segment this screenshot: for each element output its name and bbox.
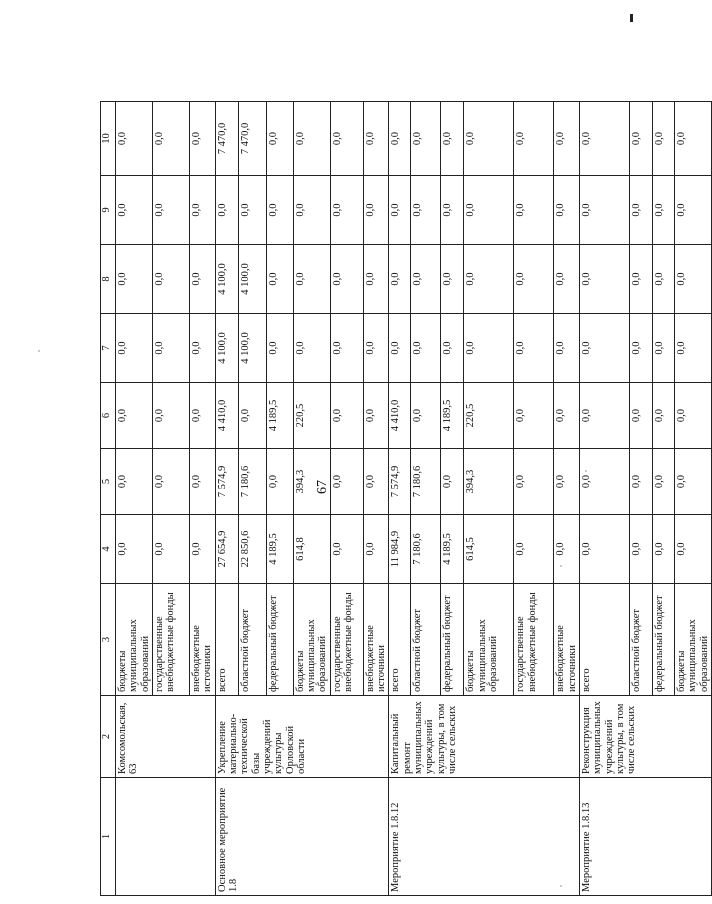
header-cell: 5 (101, 449, 116, 515)
value-cell: 0,0 (674, 176, 711, 245)
funding-source-cell: государственные внебюджетные фонды (330, 584, 363, 696)
funding-source-cell: внебюджетные источники (189, 584, 215, 696)
value-cell: 220,5 (293, 383, 330, 449)
value-cell: 0,0 (330, 515, 363, 584)
value-cell: 0,0 (652, 102, 674, 176)
value-cell: 0,0 (293, 176, 330, 245)
activity-code-cell: Мероприятие 1.8.13 (579, 778, 711, 896)
value-cell: 0,0 (464, 314, 514, 383)
value-cell: 0,0 (629, 102, 652, 176)
activity-name-cell: Капитальный ремонт муниципальных учреждений культуры, в том числе сельских (389, 696, 580, 778)
value-cell: 0,0 (554, 176, 580, 245)
funding-source-cell: областной бюджет (238, 584, 266, 696)
table-row (389, 102, 411, 896)
value-cell: 0,0 (579, 449, 629, 515)
funding-source-cell: бюджеты муниципальных образований (293, 584, 330, 696)
value-cell: 4 100,0 (215, 245, 238, 314)
value-cell: 0,0 (116, 515, 153, 584)
value-cell: 0,0 (152, 383, 189, 449)
value-cell: 0,0 (411, 383, 441, 449)
value-cell: 0,0 (579, 314, 629, 383)
value-cell: 4 189,5 (441, 383, 464, 449)
table-row (116, 102, 153, 896)
value-cell: 0,0 (116, 314, 153, 383)
value-cell: 0,0 (152, 176, 189, 245)
value-cell: 394,3 (464, 449, 514, 515)
value-cell: 4 189,5 (266, 515, 293, 584)
funding-source-cell: бюджеты муниципальных образований (674, 584, 711, 696)
value-cell: 0,0 (441, 102, 464, 176)
value-cell: 0,0 (579, 383, 629, 449)
value-cell: 0,0 (674, 314, 711, 383)
value-cell: 0,0 (266, 102, 293, 176)
value-cell: 0,0 (554, 245, 580, 314)
value-cell: 0,0 (441, 176, 464, 245)
value-cell: 0,0 (652, 515, 674, 584)
value-cell: 0,0 (189, 176, 215, 245)
value-cell: 0,0 (266, 449, 293, 515)
value-cell: 0,0 (189, 449, 215, 515)
value-cell: 4 100,0 (238, 245, 266, 314)
funding-source-cell: внебюджетные источники (554, 584, 580, 696)
value-cell: 0,0 (514, 383, 554, 449)
value-cell: 0,0 (293, 314, 330, 383)
value-cell: 0,0 (116, 102, 153, 176)
value-cell: 0,0 (674, 383, 711, 449)
value-cell: 7 180,6 (238, 449, 266, 515)
value-cell: 4 100,0 (215, 314, 238, 383)
value-cell: 0,0 (514, 245, 554, 314)
value-cell: 7 470,0 (215, 102, 238, 176)
value-cell: 0,0 (116, 176, 153, 245)
value-cell: 0,0 (330, 383, 363, 449)
value-cell: 0,0 (652, 383, 674, 449)
activity-name-cell: Реконструкция муниципальных учреждений культуры, в том числе сельских (579, 696, 711, 778)
activity-name-cell: Комсомольская, 63 (116, 696, 216, 778)
value-cell: 0,0 (330, 314, 363, 383)
value-cell: 7 574,9 (389, 449, 411, 515)
value-cell: 0,0 (152, 515, 189, 584)
value-cell: 0,0 (116, 449, 153, 515)
value-cell: 0,0 (554, 102, 580, 176)
funding-source-cell: государственные внебюджетные фонды (514, 584, 554, 696)
value-cell: 0,0 (116, 245, 153, 314)
value-cell: 0,0 (293, 245, 330, 314)
value-cell: 0,0 (389, 102, 411, 176)
funding-source-cell: федеральный бюджет (266, 584, 293, 696)
funding-source-cell: всего (215, 584, 238, 696)
header-cell: 1 (101, 778, 116, 896)
value-cell: 7 470,0 (238, 102, 266, 176)
value-cell: 0,0 (579, 102, 629, 176)
value-cell: 0,0 (629, 176, 652, 245)
value-cell: 0,0 (238, 383, 266, 449)
value-cell: 4 189,5 (266, 383, 293, 449)
funding-source-cell: государственные внебюджетные фонды (152, 584, 189, 696)
value-cell: 0,0 (266, 245, 293, 314)
value-cell: 0,0 (152, 314, 189, 383)
funding-source-cell: всего (579, 584, 629, 696)
rotated-table-wrapper (100, 102, 710, 896)
header-row (101, 102, 116, 896)
value-cell: 0,0 (554, 383, 580, 449)
value-cell: 0,0 (266, 176, 293, 245)
header-cell: 4 (101, 515, 116, 584)
value-cell: 0,0 (579, 515, 629, 584)
value-cell: 0,0 (238, 176, 266, 245)
value-cell: 0,0 (464, 102, 514, 176)
header-cell: 8 (101, 245, 116, 314)
value-cell: 0,0 (330, 176, 363, 245)
value-cell: 0,0 (389, 176, 411, 245)
value-cell: 27 654,9 (215, 515, 238, 584)
value-cell: 0,0 (189, 515, 215, 584)
value-cell: 0,0 (389, 245, 411, 314)
header-cell: 2 (101, 696, 116, 778)
value-cell: 22 850,6 (238, 515, 266, 584)
funding-source-cell: федеральный бюджет (441, 584, 464, 696)
value-cell: 0,0 (674, 449, 711, 515)
value-cell: 0,0 (514, 176, 554, 245)
funding-source-cell: внебюджетные источники (363, 584, 389, 696)
value-cell: 0,0 (441, 314, 464, 383)
activity-code-cell (116, 778, 216, 896)
value-cell: 0,0 (330, 102, 363, 176)
value-cell: 0,0 (464, 245, 514, 314)
value-cell: 0,0 (363, 245, 389, 314)
value-cell: 7 180,6 (411, 515, 441, 584)
value-cell: 0,0 (363, 383, 389, 449)
value-cell: 0,0 (652, 176, 674, 245)
value-cell: 0,0 (363, 515, 389, 584)
value-cell: 0,0 (215, 176, 238, 245)
scan-speck (38, 350, 40, 352)
value-cell: 0,0 (629, 383, 652, 449)
header-cell: 6 (101, 383, 116, 449)
value-cell: 0,0 (464, 176, 514, 245)
value-cell: 4 410,0 (215, 383, 238, 449)
funding-source-cell: областной бюджет (629, 584, 652, 696)
value-cell: 7 574,9 (215, 449, 238, 515)
value-cell: 0,0 (514, 449, 554, 515)
funding-source-cell: федеральный бюджет (652, 584, 674, 696)
value-cell: 0,0 (629, 314, 652, 383)
value-cell: 0,0 (330, 449, 363, 515)
scan-edge-mark (630, 14, 633, 22)
value-cell: 0,0 (652, 314, 674, 383)
value-cell: 0,0 (189, 102, 215, 176)
value-cell: 0,0 (441, 245, 464, 314)
header-cell: 10 (101, 102, 116, 176)
value-cell: 0,0 (554, 314, 580, 383)
value-cell: 0,0 (674, 515, 711, 584)
value-cell: 220,5 (464, 383, 514, 449)
value-cell: 0,0 (293, 102, 330, 176)
header-cell: 7 (101, 314, 116, 383)
value-cell: 4 100,0 (238, 314, 266, 383)
funding-source-cell: областной бюджет (411, 584, 441, 696)
value-cell: 0,0 (363, 449, 389, 515)
value-cell: 0,0 (330, 245, 363, 314)
value-cell: 0,0 (514, 515, 554, 584)
funding-source-cell: всего (389, 584, 411, 696)
funding-source-cell: бюджеты муниципальных образований (464, 584, 514, 696)
value-cell: 0,0 (554, 449, 580, 515)
value-cell: 0,0 (152, 245, 189, 314)
value-cell: 0,0 (441, 449, 464, 515)
activity-code-cell: Основное мероприятие 1.8 (215, 778, 389, 896)
value-cell: 0,0 (266, 314, 293, 383)
value-cell: 0,0 (189, 245, 215, 314)
value-cell: 11 984,9 (389, 515, 411, 584)
funding-source-cell: бюджеты муниципальных образований (116, 584, 153, 696)
value-cell: 0,0 (189, 314, 215, 383)
value-cell: 0,0 (652, 449, 674, 515)
value-cell: 0,0 (579, 176, 629, 245)
value-cell: 0,0 (116, 383, 153, 449)
value-cell: 7 180,6 (411, 449, 441, 515)
value-cell: 0,0 (411, 245, 441, 314)
value-cell: 394,3 (293, 449, 330, 515)
value-cell: 0,0 (579, 245, 629, 314)
value-cell: 0,0 (363, 176, 389, 245)
value-cell: 0,0 (629, 245, 652, 314)
table-row (215, 102, 238, 896)
budget-table (100, 101, 712, 896)
value-cell: 0,0 (629, 449, 652, 515)
page-number: 67 (315, 480, 330, 494)
value-cell: 0,0 (189, 383, 215, 449)
value-cell: 0,0 (152, 449, 189, 515)
value-cell: 0,0 (363, 102, 389, 176)
value-cell: 0,0 (411, 176, 441, 245)
value-cell: 614,5 (464, 515, 514, 584)
value-cell: 4 189,5 (441, 515, 464, 584)
value-cell: 0,0 (674, 102, 711, 176)
value-cell: 0,0 (514, 102, 554, 176)
value-cell: 0,0 (629, 515, 652, 584)
header-cell: 3 (101, 584, 116, 696)
value-cell: 0,0 (363, 314, 389, 383)
value-cell: 614,8 (293, 515, 330, 584)
value-cell: 0,0 (554, 515, 580, 584)
value-cell: 0,0 (152, 102, 189, 176)
value-cell: 4 410,0 (389, 383, 411, 449)
activity-code-cell: Мероприятие 1.8.12 (389, 778, 580, 896)
activity-name-cell: Укрепление материально-технической базы учреждений культуры Орловской области (215, 696, 389, 778)
value-cell: 0,0 (411, 314, 441, 383)
value-cell: 0,0 (411, 102, 441, 176)
value-cell: 0,0 (389, 314, 411, 383)
value-cell: 0,0 (674, 245, 711, 314)
header-cell: 9 (101, 176, 116, 245)
value-cell: 0,0 (652, 245, 674, 314)
value-cell: 0,0 (514, 314, 554, 383)
table-row (579, 102, 629, 896)
